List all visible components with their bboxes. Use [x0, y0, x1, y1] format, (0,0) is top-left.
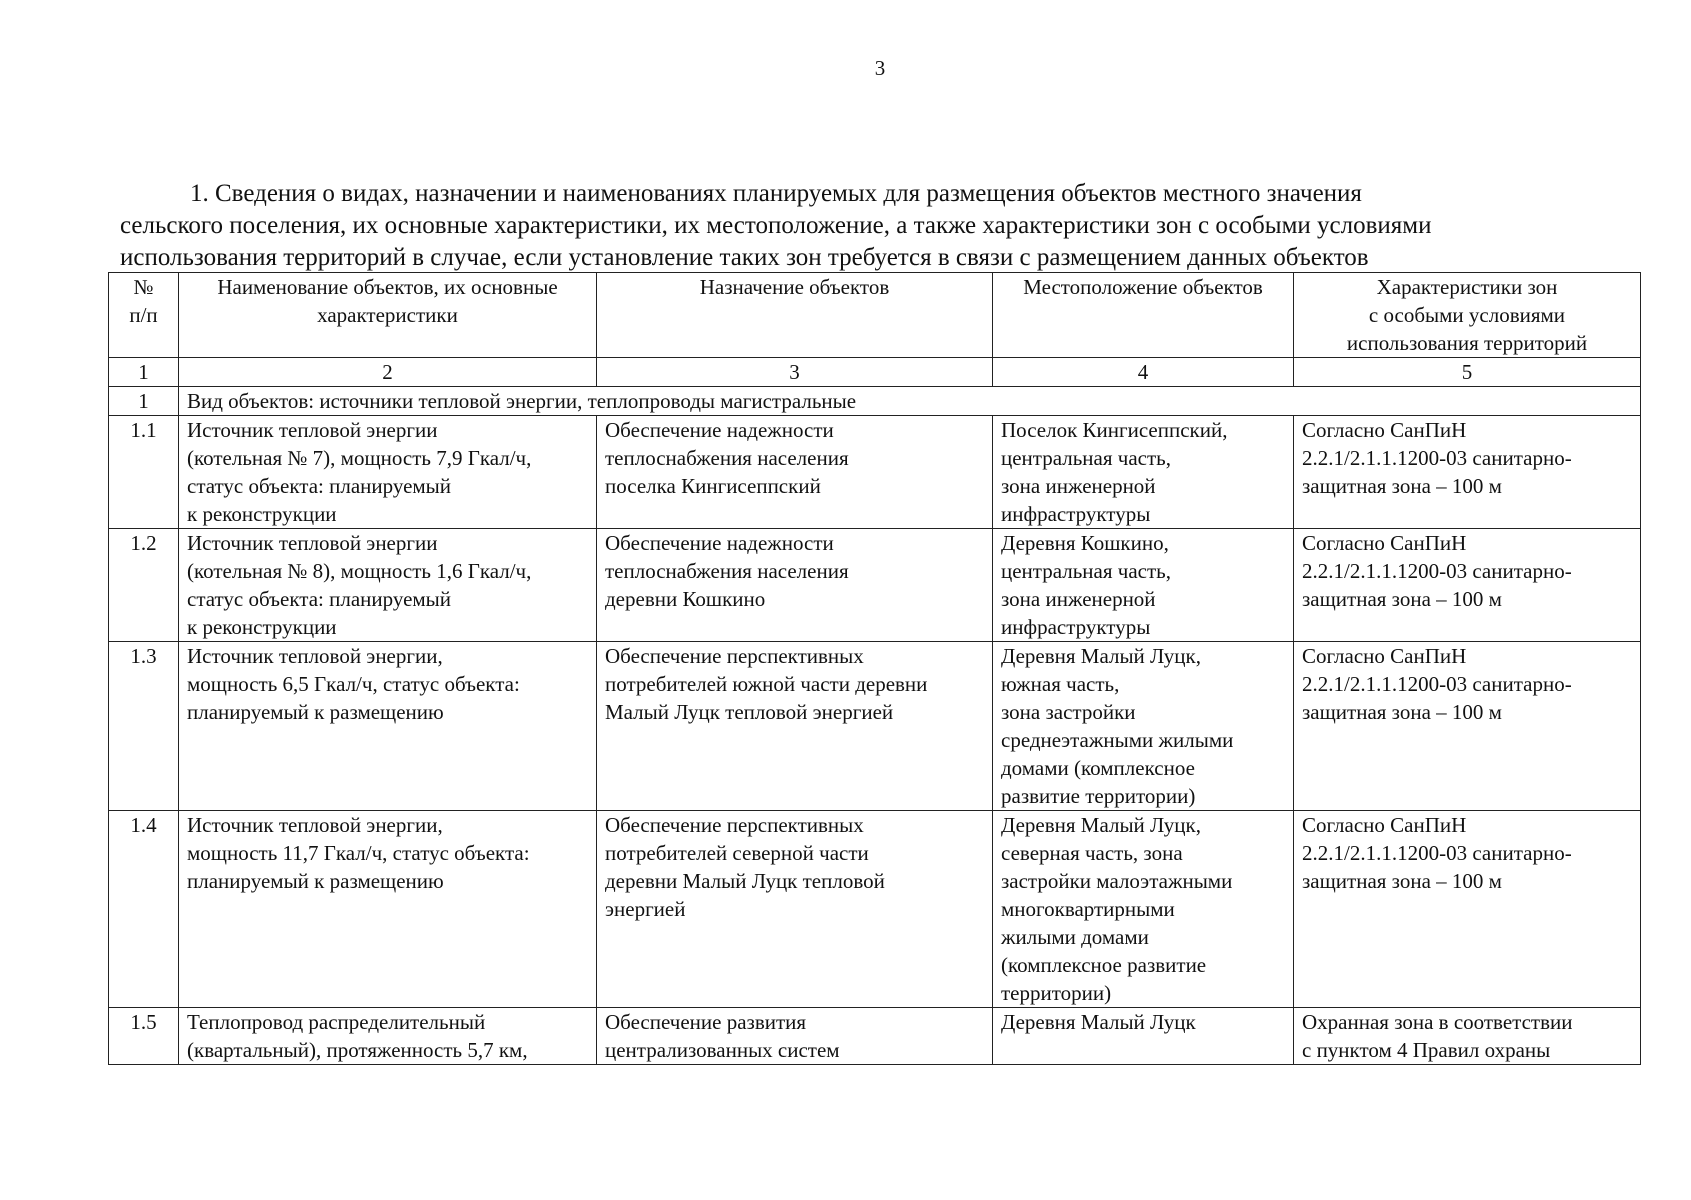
row-num: 1.1	[109, 416, 179, 529]
header-location: Местоположение объектов	[993, 273, 1294, 358]
row-zones: Согласно СанПиН 2.2.1/2.1.1.1200-03 санитарно- защитная зона – 100 м	[1294, 529, 1641, 642]
header-num: № п/п	[109, 273, 179, 358]
row-name: Теплопровод распределительный (квартальный), протяженность 5,7 км,	[179, 1008, 597, 1065]
row-purpose: Обеспечение развития централизованных систем	[597, 1008, 993, 1065]
row-zones: Охранная зона в соответствии с пунктом 4 Правил охраны	[1294, 1008, 1641, 1065]
row-zones: Согласно СанПиН 2.2.1/2.1.1.1200-03 санитарно- защитная зона – 100 м	[1294, 811, 1641, 1008]
row-name: Источник тепловой энергии, мощность 11,7 Гкал/ч, статус объекта: планируемый к размещению	[179, 811, 597, 1008]
row-location: Поселок Кингисеппский, центральная часть, зона инженерной инфраструктуры	[993, 416, 1294, 529]
header-zones: Характеристики зон с особыми условиями использования территорий	[1294, 273, 1641, 358]
table-row	[109, 642, 1641, 811]
heading-line-1: 1. Сведения о видах, назначении и наименованиях планируемых для размещения объектов местного значения	[190, 180, 1362, 207]
group-label: Вид объектов: источники тепловой энергии, теплопроводы магистральные	[179, 387, 1641, 416]
row-location: Деревня Кошкино, центральная часть, зона инженерной инфраструктуры	[993, 529, 1294, 642]
row-purpose: Обеспечение надежности теплоснабжения населения поселка Кингисеппский	[597, 416, 993, 529]
page-number: 3	[874, 56, 886, 80]
group-row	[109, 387, 1641, 416]
table-row	[109, 811, 1641, 1008]
row-name: Источник тепловой энергии (котельная № 7), мощность 7,9 Гкал/ч, статус объекта: планируемый к реконструкции	[179, 416, 597, 529]
row-num: 1.2	[109, 529, 179, 642]
section-heading	[120, 178, 1637, 274]
column-number: 3	[597, 358, 993, 387]
heading-line-2: сельского поселения, их основные характеристики, их местоположение, а также характеристики зон с особыми условиями	[120, 212, 1432, 239]
row-zones: Согласно СанПиН 2.2.1/2.1.1.1200-03 санитарно- защитная зона – 100 м	[1294, 416, 1641, 529]
header-purpose: Назначение объектов	[597, 273, 993, 358]
row-purpose: Обеспечение перспективных потребителей южной части деревни Малый Луцк тепловой энергией	[597, 642, 993, 811]
objects-table	[108, 272, 1641, 1065]
table-row	[109, 416, 1641, 529]
table-header-row	[109, 273, 1641, 358]
column-number: 4	[993, 358, 1294, 387]
row-num: 1.4	[109, 811, 179, 1008]
row-location: Деревня Малый Луцк, северная часть, зона застройки малоэтажными многоквартирными жилыми домами (комплексное развитие территории)	[993, 811, 1294, 1008]
row-location: Деревня Малый Луцк, южная часть, зона застройки среднеэтажными жилыми домами (комплексное развитие территории)	[993, 642, 1294, 811]
row-num: 1.5	[109, 1008, 179, 1065]
table-row	[109, 1008, 1641, 1065]
group-num: 1	[109, 387, 179, 416]
column-numbers-row	[109, 358, 1641, 387]
row-num: 1.3	[109, 642, 179, 811]
header-name: Наименование объектов, их основные характеристики	[179, 273, 597, 358]
column-number: 2	[179, 358, 597, 387]
row-name: Источник тепловой энергии (котельная № 8), мощность 1,6 Гкал/ч, статус объекта: планируемый к реконструкции	[179, 529, 597, 642]
column-number: 1	[109, 358, 179, 387]
row-purpose: Обеспечение перспективных потребителей северной части деревни Малый Луцк тепловой энергией	[597, 811, 993, 1008]
row-purpose: Обеспечение надежности теплоснабжения населения деревни Кошкино	[597, 529, 993, 642]
heading-line-3: использования территорий в случае, если установление таких зон требуется в связи с размещением данных объектов	[120, 244, 1369, 271]
row-location: Деревня Малый Луцк	[993, 1008, 1294, 1065]
row-name: Источник тепловой энергии, мощность 6,5 Гкал/ч, статус объекта: планируемый к размещению	[179, 642, 597, 811]
table-row	[109, 529, 1641, 642]
row-zones: Согласно СанПиН 2.2.1/2.1.1.1200-03 санитарно- защитная зона – 100 м	[1294, 642, 1641, 811]
column-number: 5	[1294, 358, 1641, 387]
